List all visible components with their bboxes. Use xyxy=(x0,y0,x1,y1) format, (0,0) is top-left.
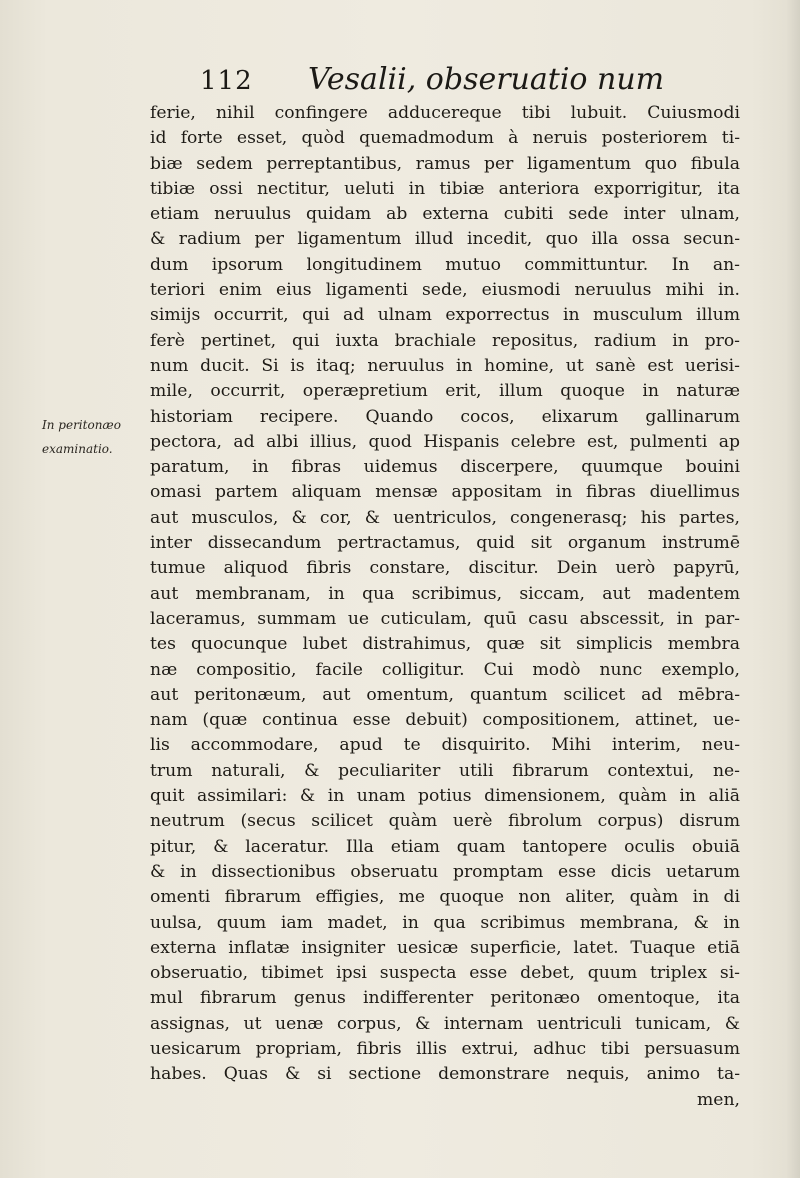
text-line: id forte esset, quòd quemadmodum à neruis posteriorem ti- xyxy=(150,128,740,149)
margin-note xyxy=(42,413,162,461)
text-line: & radium per ligamentum illud incedit, quo illa ossa secun- xyxy=(150,229,740,250)
text-line: uesicarum propriam, fibris illis extrui, adhuc tibi persuasum xyxy=(150,1038,740,1059)
page-header xyxy=(200,62,665,102)
text-line: uulsa, quum iam madet, in qua scribimus membrana, & in xyxy=(150,912,740,933)
text-line: externa inflatæ insigniter uesicæ superficie, latet. Tuaque etiā xyxy=(150,937,740,958)
text-line: historiam recipere. Quando cocos, elixarum gallinarum xyxy=(150,406,740,427)
text-line: tibiæ ossi nectitur, ueluti in tibiæ anteriora exporrigitur, ita xyxy=(150,178,740,199)
text-line: paratum, in fibras uidemus discerpere, quumque bouini xyxy=(150,457,740,478)
text-line: aut peritonæum, aut omentum, quantum scilicet ad mēbra- xyxy=(150,684,740,705)
text-line: inter dissecandum pertractamus, quid sit organum instrumē xyxy=(150,533,740,554)
text-line: quit assimilari: & in unam potius dimensionem, quàm in aliā xyxy=(150,786,740,807)
text-line: pectora, ad albi illius, quod Hispanis celebre est, pulmenti ap xyxy=(150,431,740,452)
text-line: pitur, & laceratur. Illa etiam quam tantopere oculis obuiā xyxy=(150,836,740,857)
text-line: assignas, ut uenæ corpus, & internam uentriculi tunicam, & xyxy=(150,1013,740,1034)
text-line: tumue aliquod fibris constare, discitur. Dein uerò papyrū, xyxy=(150,558,740,579)
page-edge-shadow xyxy=(786,0,800,1178)
body-text xyxy=(150,101,740,1113)
catchword: men, xyxy=(696,1089,740,1110)
text-line: trum naturali, & peculiariter utili fibrarum contextui, ne- xyxy=(150,760,740,781)
text-line: num ducit. Si is itaq; neruulus in homine, ut sanè est uerisi- xyxy=(150,355,740,376)
page-number: 112 xyxy=(200,66,253,96)
text-line: omasi partem aliquam mensæ appositam in fibras diuellimus xyxy=(150,482,740,503)
text-line: biæ sedem perreptantibus, ramus per ligamentum quo fibula xyxy=(150,153,740,174)
margin-note-line: examinatio. xyxy=(42,442,113,456)
text-line: aut membranam, in qua scribimus, siccam, aut madentem xyxy=(150,583,740,604)
text-line: laceramus, summam ue cuticulam, quū casu abscessit, in par- xyxy=(150,608,740,629)
text-line: aut musculos, & cor, & uentriculos, congenerasq; his partes, xyxy=(150,507,740,528)
margin-note-line: In peritonæo xyxy=(42,418,121,432)
text-line: ferie, nihil confingere adducereque tibi lubuit. Cuiusmodi xyxy=(150,103,740,123)
text-line: omenti fibrarum effigies, me quoque non aliter, quàm in di xyxy=(150,887,740,908)
text-line: simijs occurrit, qui ad ulnam exporrectus in musculum illum xyxy=(150,305,740,326)
text-line: & in dissectionibus obseruatu promptam esse dicis uetarum xyxy=(150,861,740,882)
text-line: neutrum (secus scilicet quàm uerè fibrolum corpus) disrum xyxy=(150,811,740,832)
text-line: mul fibrarum genus indifferenter peritonæo omentoque, ita xyxy=(150,988,740,1009)
text-line: dum ipsorum longitudinem mutuo committuntur. In an- xyxy=(150,254,740,275)
text-line: mile, occurrit, operæpretium erit, illum quoque in naturæ xyxy=(150,381,740,402)
text-line: tes quocunque lubet distrahimus, quæ sit simplicis membra xyxy=(150,634,740,655)
text-line: teriori enim eius ligamenti sede, eiusmodi neruulus mihi in. xyxy=(150,280,740,301)
text-line: habes. Quas & si sectione demonstrare nequis, animo ta- xyxy=(150,1064,740,1085)
text-line: lis accommodare, apud te disquirito. Mihi interim, neu- xyxy=(150,735,740,756)
text-line: nam (quæ continua esse debuit) compositionem, attinet, ue- xyxy=(150,710,740,731)
running-title: Vesalii, obseruatio num xyxy=(308,62,665,97)
text-line: ferè pertinet, qui iuxta brachiale repositus, radium in pro- xyxy=(150,330,740,351)
text-line: obseruatio, tibimet ipsi suspecta esse debet, quum triplex si- xyxy=(150,963,740,984)
text-line: næ compositio, facile colligitur. Cui modò nunc exemplo, xyxy=(150,659,740,680)
text-line: etiam neruulus quidam ab externa cubiti sede inter ulnam, xyxy=(150,204,740,225)
